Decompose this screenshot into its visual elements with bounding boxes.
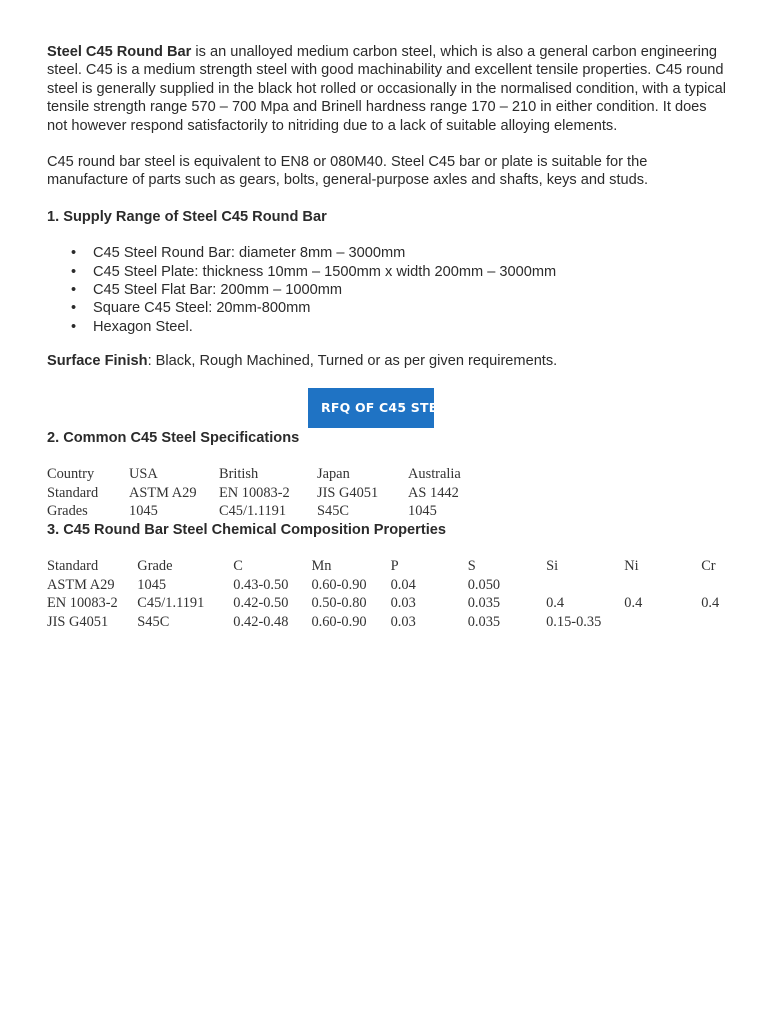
list-item — [71, 299, 727, 317]
supply-range-heading: 1. Supply Range of Steel C45 Round Bar — [47, 208, 327, 225]
table-cell: 0.4 — [546, 595, 565, 612]
table-cell: 0.035 — [467, 614, 501, 631]
table-cell: 0.15-0.35 — [546, 614, 602, 631]
specifications-heading: 2. Common C45 Steel Specifications — [47, 429, 300, 446]
list-item — [71, 244, 727, 262]
intro-paragraph — [47, 43, 727, 135]
chemical-composition-table — [47, 557, 727, 631]
table-cell: 0.03 — [390, 614, 416, 631]
table-cell: EN 10083-2 — [219, 484, 290, 501]
table-header-cell: Standard — [47, 558, 99, 575]
table-header-row — [47, 557, 727, 576]
list-item-text: C45 Steel Flat Bar: 200mm – 1000mm — [93, 282, 343, 299]
table-cell: ASTM A29 — [129, 484, 197, 501]
intro-text: is an unalloyed medium carbon steel, which is also a general carbon engineering steel. C45 is a medium strength steel with good machinability and excellent tensile properties. C45 round steel is generally supplied in the black hot rolled or occasionally in the normalised condition, with a typical tensile strength range 570 – 700 Mpa and Brinell hardness range 170 – 210 in either condition. It does not however respond satisfactorily to nitriding due to a lack of suitable alloying elements. — [47, 44, 726, 134]
rfq-button-row — [47, 388, 727, 428]
bullet-icon: • — [71, 263, 77, 280]
table-cell: 1045 — [137, 576, 167, 593]
equivalent-text-or: or — [309, 154, 331, 171]
table-cell: 0.60-0.90 — [311, 576, 367, 593]
table-cell — [546, 576, 624, 595]
list-item-text: C45 Steel Round Bar: diameter 8mm – 3000mm — [93, 245, 406, 262]
table-cell: 0.03 — [390, 595, 416, 612]
table-row — [47, 502, 478, 521]
table-cell: British — [219, 466, 259, 483]
en8-link[interactable]: EN8 — [280, 154, 310, 171]
table-cell: ASTM A29 — [47, 576, 115, 593]
table-cell: Standard — [47, 484, 99, 501]
table-row — [47, 576, 727, 595]
bullet-icon: • — [71, 282, 77, 299]
equivalent-paragraph — [47, 153, 727, 190]
table-cell: Grades — [47, 503, 88, 520]
table-cell: JIS G4051 — [47, 614, 109, 631]
table-cell — [701, 576, 727, 595]
table-cell: S45C — [317, 503, 349, 520]
intro-bold-lead: Steel C45 Round Bar — [47, 44, 192, 60]
equivalent-text-before: C45 round bar steel is equivalent to — [47, 154, 281, 171]
table-header-cell: C — [233, 558, 243, 575]
table-cell: 0.04 — [390, 576, 416, 593]
table-cell: 0.60-0.90 — [311, 614, 367, 631]
table-row — [47, 484, 478, 503]
chemical-composition-heading: 3. C45 Round Bar Steel Chemical Composition Properties — [47, 521, 446, 538]
table-cell: Japan — [317, 466, 350, 483]
surface-finish-paragraph — [47, 352, 727, 370]
table-cell: 0.43-0.50 — [233, 576, 289, 593]
table-header-cell: Cr — [701, 558, 716, 575]
080m40-link[interactable]: 080M40 — [330, 154, 383, 171]
list-item-text: Square C45 Steel: 20mm-800mm — [93, 300, 311, 317]
table-cell — [701, 613, 727, 632]
table-cell: 0.4 — [701, 595, 720, 612]
table-cell: 0.4 — [624, 595, 643, 612]
table-cell: S45C — [137, 614, 170, 631]
list-item-text: C45 Steel Plate: thickness 10mm – 1500mm x width 200mm – 3000mm — [93, 263, 557, 280]
table-cell — [624, 576, 701, 595]
table-cell: USA — [129, 466, 158, 483]
table-cell: C45/1.1191 — [137, 595, 205, 612]
surface-finish-text: : Black, Rough Machined, Turned or as per given requirements. — [147, 353, 558, 370]
table-header-cell: P — [390, 558, 399, 575]
specifications-table — [47, 465, 478, 521]
table-cell: 0.050 — [467, 576, 501, 593]
table-cell: EN 10083-2 — [47, 595, 118, 612]
bullet-icon: • — [71, 300, 77, 317]
rfq-button[interactable]: RFQ OF C45 STEEL — [308, 388, 434, 428]
article-body — [47, 43, 727, 632]
bullet-icon: • — [71, 245, 77, 262]
table-header-cell: Si — [546, 558, 559, 575]
table-header-cell: Grade — [137, 558, 173, 575]
table-cell: 1045 — [129, 503, 158, 520]
table-row — [47, 465, 478, 484]
equivalent-text-after: . Steel C45 bar or plate is suitable for the manufacture of parts such as gears, bolts, general-purpose axles and shafts, keys and studs. — [47, 154, 649, 189]
table-row — [47, 613, 727, 632]
table-cell: 0.50-0.80 — [311, 595, 367, 612]
table-cell — [624, 613, 701, 632]
table-header-cell: Ni — [624, 558, 639, 575]
list-item — [71, 281, 727, 299]
bullet-icon: • — [71, 318, 77, 335]
list-item — [71, 318, 727, 336]
table-header-cell: Mn — [311, 558, 332, 575]
list-item-text: Hexagon Steel. — [93, 318, 193, 335]
table-cell: Australia — [408, 466, 461, 483]
table-cell: C45/1.1191 — [219, 503, 287, 520]
table-row — [47, 594, 727, 613]
supply-range-list — [47, 244, 727, 336]
table-cell: 0.035 — [467, 595, 501, 612]
table-cell: 0.42-0.50 — [233, 595, 289, 612]
table-cell: Country — [47, 466, 95, 483]
table-cell: AS 1442 — [408, 484, 459, 501]
table-cell: JIS G4051 — [317, 484, 379, 501]
table-cell: 0.42-0.48 — [233, 614, 289, 631]
table-header-cell: S — [467, 558, 476, 575]
list-item — [71, 263, 727, 281]
table-cell: 1045 — [408, 503, 437, 520]
surface-finish-label: Surface Finish — [47, 353, 148, 370]
